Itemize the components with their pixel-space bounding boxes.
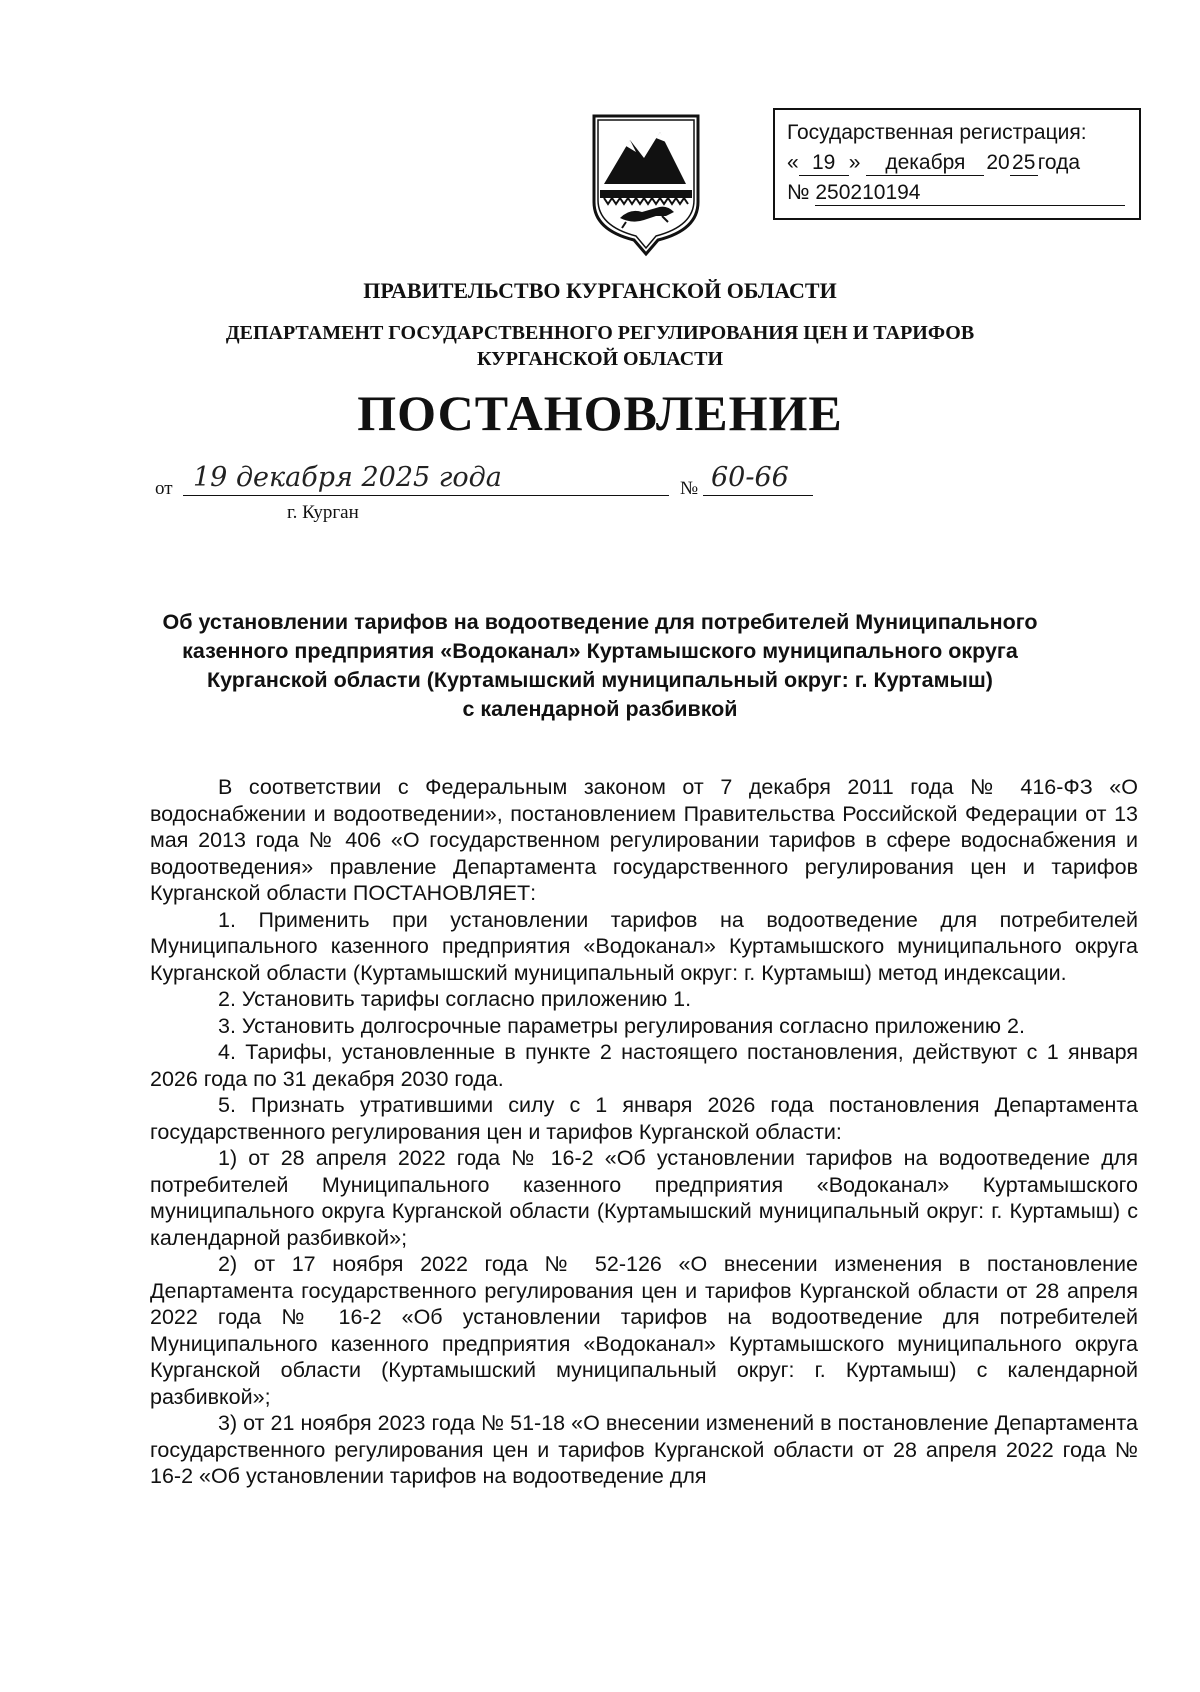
government-heading: ПРАВИТЕЛЬСТВО КУРГАНСКОЙ ОБЛАСТИ [363, 278, 837, 303]
registration-date-line [787, 148, 1127, 178]
registration-number: 250210194 [815, 181, 1125, 206]
body-paragraph-item-4: 4. Тарифы, установленные в пункте 2 настоящего постановления, действуют с 1 января 2026 года по 31 декабря 2030 года. [150, 1040, 1138, 1091]
body-paragraph-item-5: 5. Признать утратившими силу с 1 января 2026 года постановления Департамента государственного регулирования цен и тарифов Курганской области: [150, 1093, 1138, 1144]
document-number-label: № [680, 478, 699, 499]
registration-close-quote: » [848, 151, 861, 174]
body-paragraph-subitem-3: 3) от 21 ноября 2023 года № 51-18 «О внесении изменений в постановление Департамента государственного регулирования цен и тарифов Курганской области от 28 апреля 2022 года № 16-2 «Об установлении тарифов на водоотведение для [150, 1411, 1138, 1488]
handwritten-document-number: 60-66 [703, 462, 813, 496]
department-heading-line1: ДЕПАРТАМЕНТ ГОСУДАРСТВЕННОГО РЕГУЛИРОВАНИЯ ЦЕН И ТАРИФОВ [225, 322, 975, 344]
city-label: г. Курган [287, 502, 359, 523]
registration-year-suffix: 25 [1010, 151, 1038, 176]
registration-year-word: года [1037, 151, 1081, 174]
body-paragraph-item-1: 1. Применить при установлении тарифов на водоотведение для потребителей Муниципального казенного предприятия «Водоканал» Куртамышского муниципального округа Курганской области (Куртамышский муниципальный округ: г. Куртамыш) метод индексации. [150, 907, 1138, 985]
registration-stamp-box [773, 108, 1141, 220]
date-number-line [155, 462, 855, 532]
subject-line: с календарной разбивкой [462, 697, 738, 721]
department-heading-line2: КУРГАНСКОЙ ОБЛАСТИ [476, 348, 724, 370]
registration-year-prefix: 20 [986, 151, 1010, 174]
subject-line: Курганской области (Куртамышский муниципальный округ: г. Куртамыш) [207, 668, 993, 692]
body-paragraph-subitem-1: 1) от 28 апреля 2022 года № 16-2 «Об установлении тарифов на водоотведение для потребителей Муниципального казенного предприятия «Водоканал» Куртамышского муниципального округа Курганской области (Куртамышский муниципальный округ: г. Куртамыш) с календарной разбивкой»; [150, 1146, 1138, 1250]
registration-open-quote: « [787, 151, 799, 174]
registration-day: 19 [799, 151, 849, 176]
registration-number-label: № [787, 181, 810, 204]
coat-of-arms-emblem [586, 112, 706, 258]
body-paragraph-item-3: 3. Установить долгосрочные параметры регулирования согласно приложению 2. [218, 1013, 1025, 1038]
handwritten-date: 19 декабря 2025 года [183, 462, 669, 496]
document-type-title: ПОСТАНОВЛЕНИЕ [357, 385, 843, 441]
document-subject [120, 608, 1080, 724]
department-heading [0, 320, 1200, 372]
document-body [150, 774, 1138, 1490]
registration-title: Государственная регистрация: [787, 121, 1087, 144]
body-paragraph-item-2: 2. Установить тарифы согласно приложению 1. [218, 987, 692, 1011]
registration-number-line [787, 178, 1127, 208]
date-from-label: от [155, 478, 173, 499]
body-paragraph-preamble: В соответствии с Федеральным законом от 7 декабря 2011 года № 416-ФЗ «О водоснабжении и водоотведении», постановлением Правительства Российской Федерации от 13 мая 2013 года № 406 «О государственном регулировании тарифов в сфере водоснабжения и водоотведения» правление Департамента государственного регулирования цен и тарифов Курганской области ПОСТАНОВЛЯЕТ: [150, 775, 1138, 905]
body-paragraph-subitem-2: 2) от 17 ноября 2022 года № 52-126 «О внесении изменения в постановление Департамента государственного регулирования цен и тарифов Курганской области от 28 апреля 2022 года № 16-2 «Об установлении тарифов на водоотведение для потребителей Муниципального казенного предприятия «Водоканал» Куртамышского муниципального округа Курганской области (Куртамышский муниципальный округ: г. Куртамыш) с календарной разбивкой»; [150, 1252, 1138, 1409]
registration-month: декабря [866, 151, 984, 176]
subject-line: Об установлении тарифов на водоотведение для потребителей Муниципального [162, 610, 1038, 634]
subject-line: казенного предприятия «Водоканал» Куртамышского муниципального округа [182, 639, 1018, 663]
